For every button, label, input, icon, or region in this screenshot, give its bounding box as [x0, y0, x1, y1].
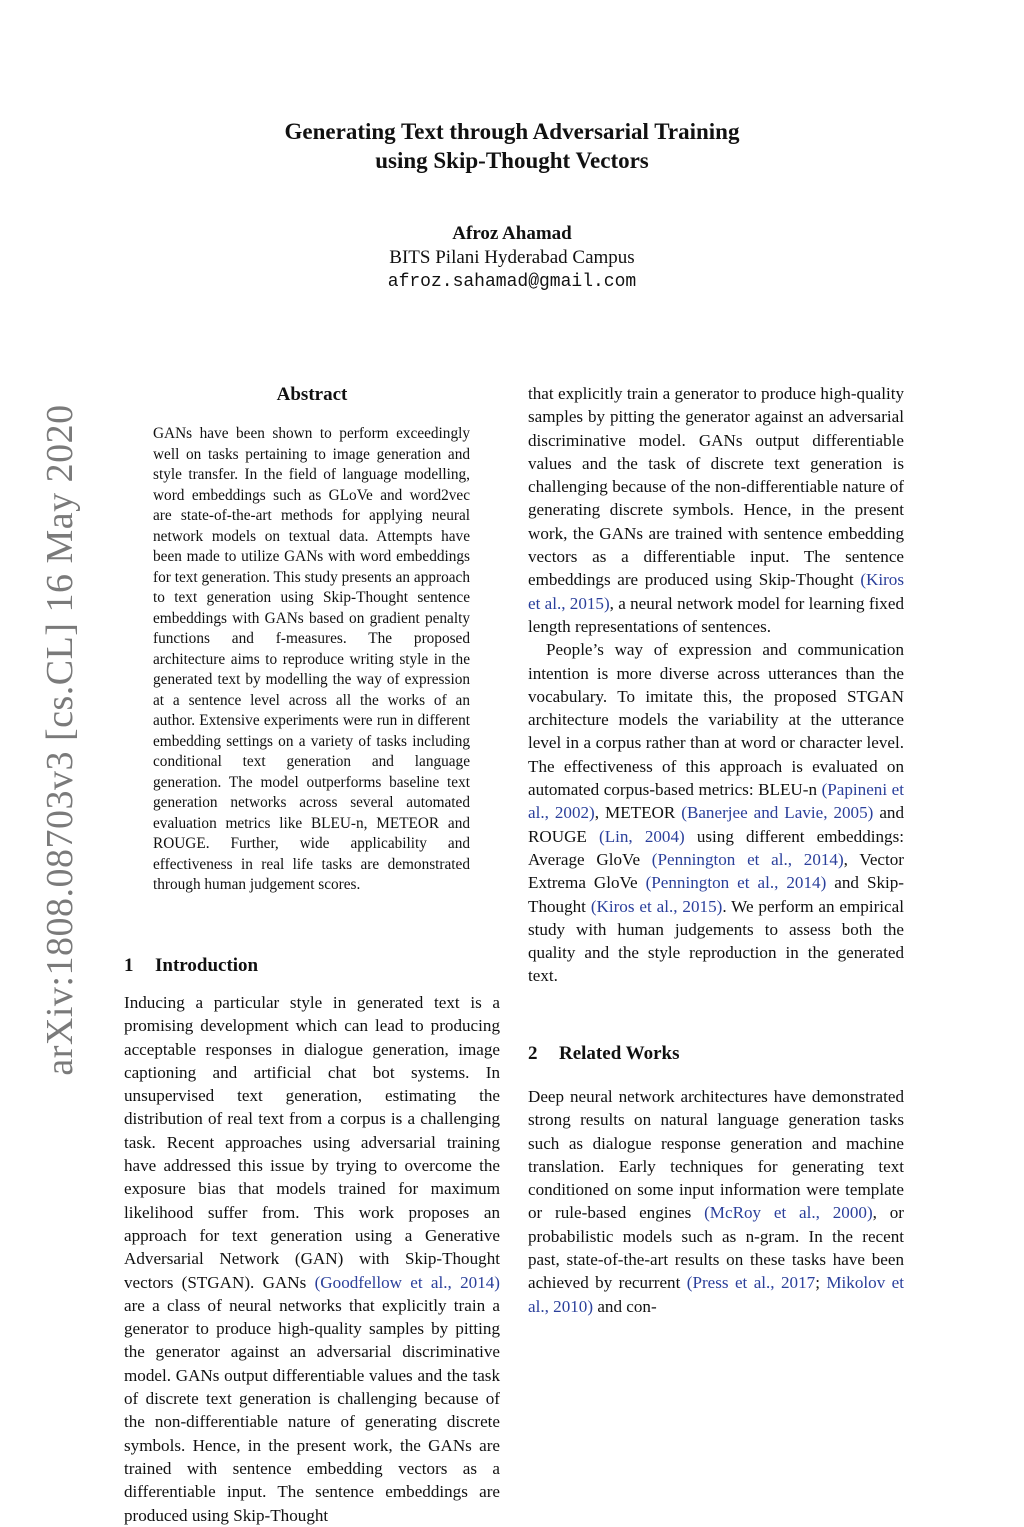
intro-text: that explicitly train a generator to produce high-quality samples by pitting the generator against an adversarial discriminative model. GANs output differentiable values and the task of discrete text generation is challenging because of the non-differentiable nature of generating discrete symbols. Hence, in the present work, the GANs are trained with sentence embedding vectors as a differentiable input. The sentence embeddings are produced using Skip-Thought — [528, 384, 904, 590]
intro-text: using different embeddings: Average GloVe — [528, 826, 904, 869]
intro-text: are a class of neural networks that explicitly train a generator to produce high-quality samples by pitting the generator against an adversarial discriminative model. GANs output differentiable values and the task of discrete text generation is challenging because of the non-differentiable nature of generating discrete symbols. Hence, in the present work, the GANs are trained with sentence embedding vectors as a differentiable input. The sentence embeddings are produced using Skip-Thought — [124, 1295, 500, 1525]
section-heading-introduction — [124, 953, 258, 979]
citation-link[interactable]: (Kiros et al., 2015) — [528, 570, 904, 613]
intro-text: and Skip-Thought — [528, 873, 904, 916]
related-text: and con- — [593, 1296, 657, 1316]
intro-text: and ROUGE — [528, 803, 904, 846]
section-title: Introduction — [155, 955, 259, 976]
paper-title — [0, 117, 1024, 175]
citation-link[interactable]: (McRoy et al., 2000) — [704, 1203, 873, 1223]
arxiv-stamp: arXiv:1808.08703v3 [cs.CL] 16 May 2020 — [39, 404, 81, 1076]
author-affiliation: BITS Pilani Hyderabad Campus — [389, 247, 635, 268]
intro-paragraph-1 — [124, 991, 500, 1527]
author-block — [0, 222, 1024, 294]
abstract-heading: Abstract — [276, 384, 348, 405]
related-text: Deep neural network architectures have demonstrated strong results on natural language generation tasks such as dialogue response generation and machine translation. Early techniques for generating text conditioned on some input information were template or rule-based engines — [528, 1087, 904, 1223]
citation-link[interactable]: (Lin, 2004) — [599, 826, 685, 846]
abstract-body: GANs have been shown to perform exceedingly well on tasks pertaining to image generation and style transfer. In the field of language modelling, word embeddings such as GLoVe and word2vec are state-of-the-art methods for applying neural network models on textual data. Attempts have been made to utilize GANs with word embeddings for text generation. This study presents an approach to text generation using Skip-Thought sentence embeddings with GANs based on gradient penalty functions and f-measures. The proposed architecture aims to reproduce writing style in the generated text by modelling the way of expression at a sentence level across all the works of an author. Extensive experiments were run in different embedding settings on a variety of tasks including conditional text generation and language generation. The model outperforms baseline text generation networks across several automated evaluation metrics like BLEU-n, METEOR and ROUGE. Further, wide applicability and effectiveness in real life tasks are demonstrated through human judgement scores. — [153, 425, 470, 893]
intro-paragraph-1-continued — [528, 382, 904, 638]
section-title: Related Works — [559, 1043, 680, 1064]
intro-paragraph-2 — [528, 638, 904, 987]
citation-link[interactable]: (Kiros et al., 2015) — [590, 896, 723, 916]
intro-text: , METEOR — [594, 803, 682, 823]
section-number: 2 — [528, 1043, 538, 1064]
intro-text: , Vector Extrema GloVe — [528, 849, 904, 893]
related-works-column — [528, 1085, 904, 1325]
related-text: , or probabilistic models such as n-gram. In the recent past, state-of-the-art results on these tasks have been achieved by recurrent — [528, 1203, 904, 1293]
author-name: Afroz Ahamad — [452, 223, 572, 244]
citation-link[interactable]: Mikolov et al., 2010) — [528, 1273, 904, 1316]
citation-link[interactable]: (Pennington et al., 2014) — [645, 873, 827, 893]
section-number: 1 — [124, 955, 134, 976]
paper-title-line-2: using Skip-Thought Vectors — [375, 148, 649, 173]
intro-text: , a neural network model for learning fixed length representations of sentences. — [528, 593, 904, 636]
related-paragraph-1 — [528, 1085, 904, 1318]
citation-link[interactable]: (Banerjee and Lavie, 2005) — [681, 803, 874, 823]
intro-column-left — [124, 991, 500, 1525]
intro-column-right — [528, 382, 904, 1032]
section-heading-related-works — [528, 1041, 680, 1067]
intro-text: People’s way of expression and communication intention is more diverse across utterances than the vocabulary. To imitate this, the proposed STGAN architecture models the variability at the utterance level in a corpus rather than at word or character level. The effectiveness of this approach is evaluated on automated corpus-based metrics: BLEU-n — [528, 640, 904, 800]
paper-title-line-1: Generating Text through Adversarial Training — [284, 119, 740, 144]
intro-text: . We perform an empirical study with human judgements to assess both the quality and the style reproduction in the generated text. — [528, 896, 904, 986]
citation-link[interactable]: (Papineni et al., 2002) — [528, 780, 905, 823]
intro-text: Inducing a particular style in generated text is a promising development which can lead to producing acceptable responses in dialogue generation, image captioning and artificial chat bot systems. In unsupervised text generation, estimating the distribution of real text from a corpus is a challenging task. Recent approaches using adversarial training have addressed this issue by trying to overcome the exposure bias that models trained for maximum likelihood suffer from. This work proposes an approach for text generation using a Generative Adversarial Network (GAN) with Skip-Thought vectors (STGAN). GANs — [124, 993, 500, 1292]
citation-link[interactable]: (Pennington et al., 2014) — [651, 849, 844, 869]
author-email: afroz.sahamad@gmail.com — [387, 272, 637, 292]
citation-link[interactable]: (Goodfellow et al., 2014) — [314, 1272, 500, 1292]
related-text: ; — [815, 1273, 827, 1293]
citation-link[interactable]: (Press et al., 2017 — [686, 1273, 816, 1293]
